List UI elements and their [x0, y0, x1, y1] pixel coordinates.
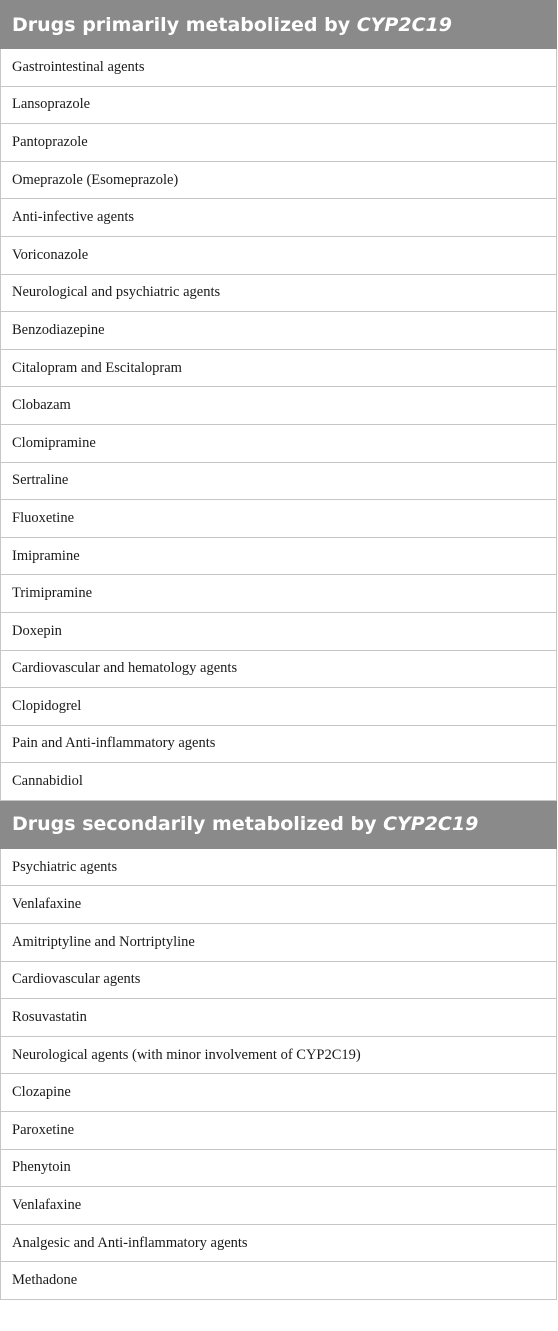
table-cell: Cannabidiol	[1, 763, 557, 801]
table-row	[1, 312, 557, 350]
section-header-primary	[1, 1, 557, 49]
table-row	[1, 763, 557, 801]
table-row	[1, 124, 557, 162]
table-cell: Clopidogrel	[1, 688, 557, 726]
section-header-secondary-gene: CYP2C19	[383, 813, 479, 836]
section-header-secondary-prefix: Drugs secondarily metabolized by	[12, 813, 384, 836]
table-cell: Methadone	[1, 1262, 557, 1300]
table-cell: Omeprazole (Esomeprazole)	[1, 161, 557, 199]
table-cell: Amitriptyline and Nortriptyline	[1, 924, 557, 962]
table-cell: Analgesic and Anti-inflammatory agents	[1, 1224, 557, 1262]
table-cell: Trimipramine	[1, 575, 557, 613]
table-cell: Voriconazole	[1, 236, 557, 274]
table-row	[1, 537, 557, 575]
table-row	[1, 961, 557, 999]
table-cell: Citalopram and Escitalopram	[1, 349, 557, 387]
table-cell: Pantoprazole	[1, 124, 557, 162]
table-cell: Clobazam	[1, 387, 557, 425]
table-cell: Lansoprazole	[1, 86, 557, 124]
table-row	[1, 1224, 557, 1262]
table-row	[1, 650, 557, 688]
table-row	[1, 49, 557, 87]
table-row	[1, 575, 557, 613]
table-cell: Doxepin	[1, 612, 557, 650]
table-row	[1, 161, 557, 199]
section-header-primary-prefix: Drugs primarily metabolized by	[12, 13, 357, 36]
table-cell: Psychiatric agents	[1, 848, 557, 886]
table-row	[1, 349, 557, 387]
section-header-primary-cell	[1, 1, 557, 49]
table-row	[1, 886, 557, 924]
table-cell: Paroxetine	[1, 1112, 557, 1150]
table-row	[1, 725, 557, 763]
table-cell: Rosuvastatin	[1, 999, 557, 1037]
table-row	[1, 387, 557, 425]
table-row	[1, 612, 557, 650]
table-cell: Venlafaxine	[1, 886, 557, 924]
table-cell: Cardiovascular agents	[1, 961, 557, 999]
section-header-primary-gene: CYP2C19	[356, 13, 452, 36]
table-row	[1, 1187, 557, 1225]
table-row	[1, 274, 557, 312]
table-row	[1, 86, 557, 124]
table-cell: Phenytoin	[1, 1149, 557, 1187]
table-row	[1, 688, 557, 726]
table-cell: Clomipramine	[1, 424, 557, 462]
table-cell: Gastrointestinal agents	[1, 49, 557, 87]
table-row	[1, 462, 557, 500]
table-cell: Pain and Anti-inflammatory agents	[1, 725, 557, 763]
table-cell: Clozapine	[1, 1074, 557, 1112]
table-row	[1, 1036, 557, 1074]
table-cell: Neurological and psychiatric agents	[1, 274, 557, 312]
table-row	[1, 848, 557, 886]
table-row	[1, 999, 557, 1037]
table-cell: Cardiovascular and hematology agents	[1, 650, 557, 688]
table-cell: Fluoxetine	[1, 500, 557, 538]
table-cell: Benzodiazepine	[1, 312, 557, 350]
section-header-secondary	[1, 800, 557, 848]
section-header-secondary-cell	[1, 800, 557, 848]
table-cell: Imipramine	[1, 537, 557, 575]
table-row	[1, 924, 557, 962]
table-row	[1, 1149, 557, 1187]
table-row	[1, 1112, 557, 1150]
table-cell: Venlafaxine	[1, 1187, 557, 1225]
table-row	[1, 1074, 557, 1112]
table-cell: Neurological agents (with minor involvement of CYP2C19)	[1, 1036, 557, 1074]
table-row	[1, 424, 557, 462]
table-row	[1, 236, 557, 274]
table-row	[1, 1262, 557, 1300]
table-cell: Anti-infective agents	[1, 199, 557, 237]
table-row	[1, 500, 557, 538]
table-cell: Sertraline	[1, 462, 557, 500]
table-row	[1, 199, 557, 237]
